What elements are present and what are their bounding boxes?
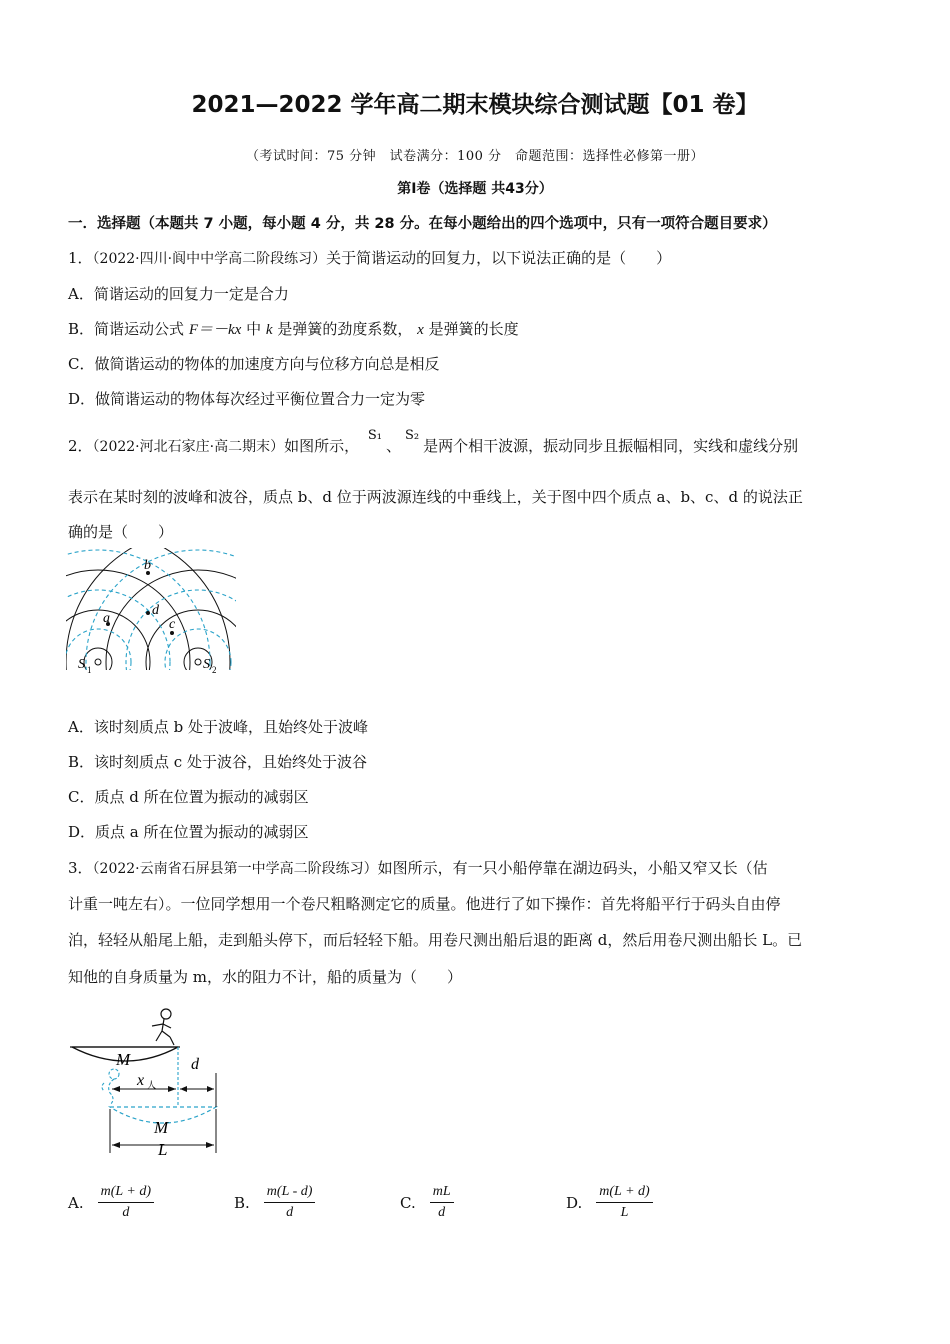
q3-option-b-denominator: d <box>286 1205 294 1220</box>
q3-option-d-fraction <box>596 1184 652 1221</box>
q1-b-k: k <box>265 322 273 338</box>
q1-stem <box>68 248 888 269</box>
q2-source: （2022·河北石家庄·高二期末） <box>92 439 285 455</box>
source-s1-dot <box>95 659 101 665</box>
q3-option-d <box>566 1184 653 1221</box>
q3-option-d-numerator: m(L + d) <box>596 1184 652 1203</box>
label-a: a <box>103 611 110 626</box>
q3-option-a-numerator: m(L + d) <box>98 1184 154 1203</box>
label-s2-sub: 2 <box>212 665 217 675</box>
q2-stem-line3: 确的是（ ） <box>68 523 174 541</box>
q3-stem-line3: 泊，轻轻从船尾上船，走到船头停下，而后轻轻下船。用卷尺测出船后退的距离 d，然后用卷尺测出船长 L。已 <box>68 931 803 949</box>
label-b: b <box>144 558 151 573</box>
q1-option-a: A．简谐运动的回复力一定是合力 <box>68 285 289 303</box>
q1-b-x: x <box>417 322 424 338</box>
q2-option-a: A．该时刻质点 b 处于波峰，且始终处于波峰 <box>68 718 368 736</box>
q1-option-c: C．做简谐运动的物体的加速度方向与位移方向总是相反 <box>68 355 440 373</box>
q1-b-mid2: 是弹簧的劲度系数， <box>277 320 413 338</box>
q2-stem-line2: 表示在某时刻的波峰和波谷，质点 b、d 位于两波源连线的中垂线上，关于图中四个质点 a、b、c、d 的说法正 <box>68 488 803 506</box>
q3-option-a-label: A. <box>68 1193 84 1212</box>
label-M-top: M <box>116 1050 131 1069</box>
q2-s1: S₁ <box>367 428 382 443</box>
q2-number: 2． <box>68 437 93 455</box>
wave-interference-figure <box>66 548 236 682</box>
exam-meta: （考试时间：75 分钟 试卷满分：100 分 命题范围：选择性必修第一册） <box>245 149 705 164</box>
q3-text1: 如图所示，有一只小船停靠在湖边码头，小船又窄又长（估 <box>377 859 768 877</box>
q2-stem-line1 <box>68 428 888 458</box>
q3-option-b-fraction <box>264 1184 316 1221</box>
label-M-bottom: M <box>154 1118 169 1137</box>
q3-option-c-label: C. <box>400 1193 416 1212</box>
label-L: L <box>158 1140 168 1159</box>
source-s2-dot <box>195 659 201 665</box>
q1-b-mid1: 中 <box>246 320 262 338</box>
q2-s2: S₂ <box>405 428 420 443</box>
point-d-dot <box>146 611 150 615</box>
q3-option-c-denominator: d <box>438 1205 446 1220</box>
q1-b-post: 是弹簧的长度 <box>428 320 519 338</box>
label-s2: S <box>203 657 210 672</box>
q1-text: 关于简谐运动的回复力，以下说法正确的是（ ） <box>326 249 672 267</box>
q3-stem-line1 <box>68 858 888 879</box>
q2-option-b: B．该时刻质点 c 处于波谷，且始终处于波谷 <box>68 753 367 771</box>
q2-option-d: D．质点 a 所在位置为振动的减弱区 <box>68 823 309 841</box>
q2-sep: 、 <box>386 437 402 455</box>
q1-number: 1． <box>68 249 93 267</box>
q2-text1: 如图所示， <box>284 437 360 455</box>
q3-option-b <box>234 1184 315 1221</box>
q3-option-d-label: D. <box>566 1193 583 1212</box>
q1-b-formula: F＝－kx <box>188 322 242 338</box>
label-x-sub: 人 <box>147 1080 157 1090</box>
q3-option-b-numerator: m(L - d) <box>264 1184 316 1203</box>
q3-source: （2022·云南省石屏县第一中学高二阶段练习） <box>92 861 378 877</box>
person-dashed <box>102 1069 119 1105</box>
q2-option-c: C．质点 d 所在位置为振动的减弱区 <box>68 788 309 806</box>
q3-stem-line2: 计重一吨左右）。一位同学想用一个卷尺粗略测定它的质量。他进行了如下操作：首先将船平行于码头自由停 <box>68 895 781 913</box>
person-figure <box>152 1009 174 1045</box>
label-s1-sub: 1 <box>87 665 92 675</box>
q3-option-a-fraction <box>98 1184 154 1221</box>
q3-option-d-denominator: L <box>620 1205 629 1220</box>
q3-option-c-fraction <box>430 1184 454 1221</box>
q2-text2: 是两个相干波源，振动同步且振幅相同，实线和虚线分别 <box>423 437 799 455</box>
q1-option-b <box>68 319 888 340</box>
q3-option-a-denominator: d <box>122 1205 130 1220</box>
label-s1: S <box>78 657 85 672</box>
label-d: d <box>152 603 159 618</box>
label-d: d <box>191 1056 199 1073</box>
q1-source: （2022·四川·阆中中学高二阶段练习） <box>92 251 327 267</box>
q3-option-c-numerator: mL <box>430 1184 454 1203</box>
q1-option-d: D．做简谐运动的物体每次经过平衡位置合力一定为零 <box>68 390 426 408</box>
section-heading: 一．选择题（本题共 7 小题，每小题 4 分，共 28 分。在每小题给出的四个选项中，只有一项符合题目要求） <box>68 216 777 232</box>
q1-b-pre: B．简谐运动公式 <box>68 320 185 338</box>
q3-option-a <box>68 1184 154 1221</box>
page-title: 2021—2022 学年高二期末模块综合测试题【01 卷】 <box>191 92 759 118</box>
label-x: x <box>137 1072 145 1089</box>
label-c: c <box>169 617 176 632</box>
q3-number: 3． <box>68 859 93 877</box>
part-heading: 第Ⅰ卷（选择题 共43分） <box>397 181 553 197</box>
boat-figure <box>66 1003 226 1163</box>
q3-option-b-label: B. <box>234 1193 250 1212</box>
q3-option-c <box>400 1184 454 1221</box>
q3-stem-line4: 知他的自身质量为 m，水的阻力不计，船的质量为（ ） <box>68 968 462 986</box>
